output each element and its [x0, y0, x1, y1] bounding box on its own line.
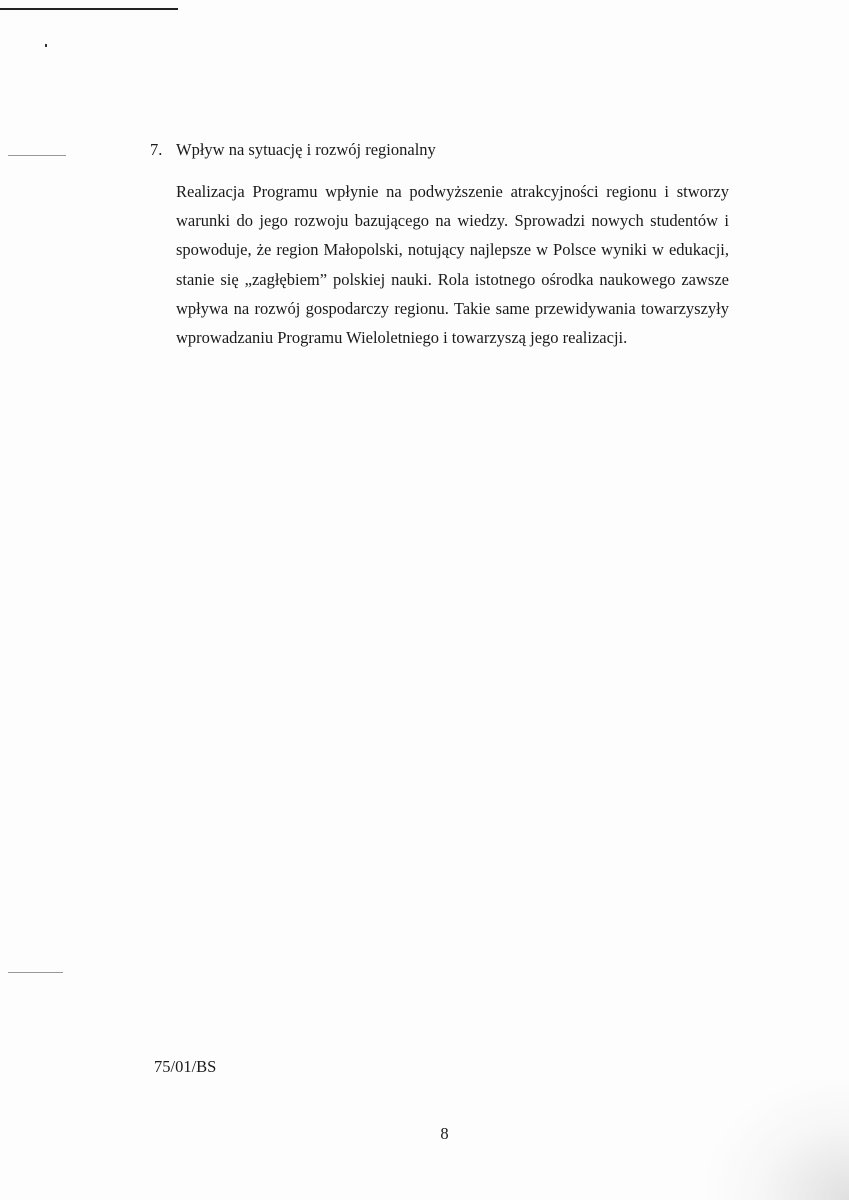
scan-artifact-noise	[709, 1080, 849, 1200]
margin-mark	[8, 155, 66, 156]
document-code: 75/01/BS	[154, 1057, 217, 1076]
body-paragraph: Realizacja Programu wpłynie na podwyższenie atrakcyjności regionu i stworzy warunki do jego rozwoju bazującego na wiedzy. Sprowadzi nowych studentów i spowoduje, że region Małopolski, notujący najlepsze w Polsce wyniki w edukacji, stanie się „zagłębiem” polskiej nauki. Rola istotnego ośrodka naukowego zawsze wpływa na rozwój gospodarczy regionu. Takie same przewidywania towarzyszyły wprowadzaniu Programu Wieloletniego i towarzyszą jego realizacji.	[176, 182, 729, 348]
section-number: 7.	[150, 140, 163, 159]
section-title: Wpływ na sytuację i rozwój regionalny	[176, 140, 436, 159]
scan-artifact-dot	[45, 44, 47, 47]
section-heading	[150, 139, 436, 161]
scan-artifact-line	[0, 8, 178, 10]
margin-mark	[8, 972, 63, 973]
page-number: 8	[440, 1124, 449, 1143]
